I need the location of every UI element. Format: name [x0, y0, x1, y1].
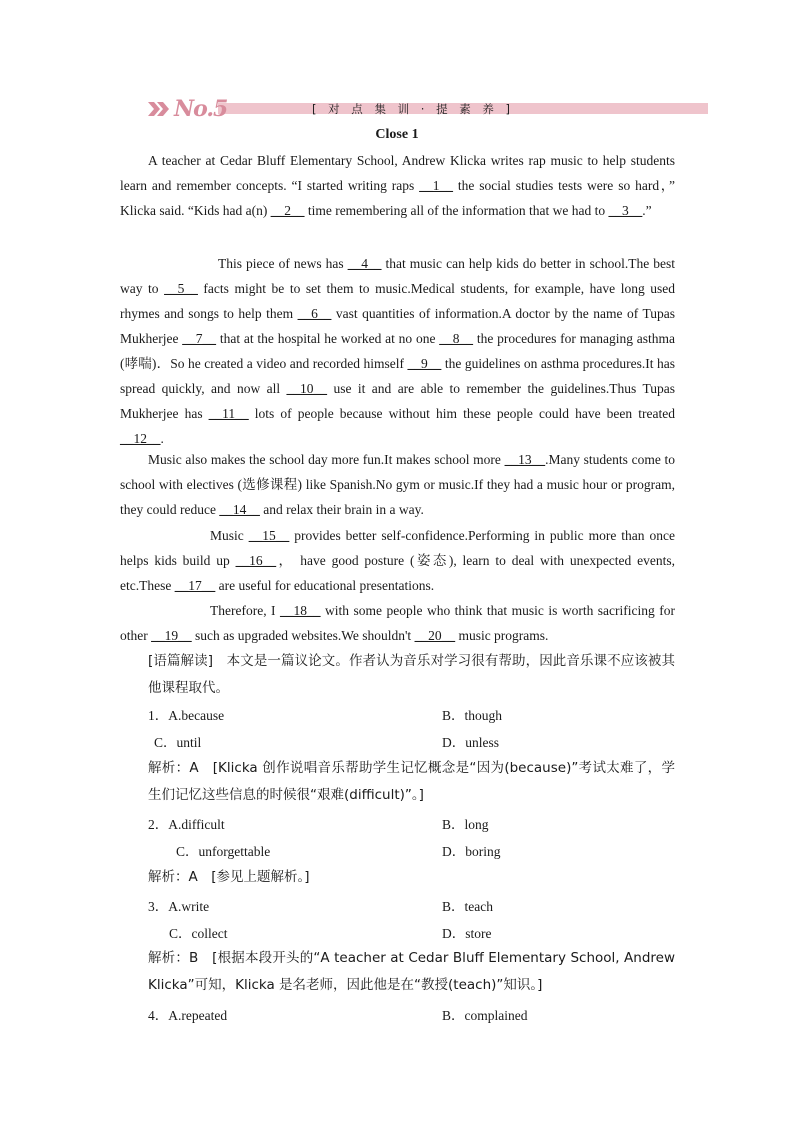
- blank-18: __18__: [280, 603, 321, 618]
- option-a: 3．A.write: [148, 899, 210, 914]
- blank-2: __2__: [270, 203, 305, 218]
- blank-8: __8__: [439, 331, 474, 346]
- option-c: C．unforgettable: [176, 844, 271, 859]
- question-3-row-1: [120, 895, 680, 915]
- double-chevron-icon: [148, 102, 170, 116]
- option-a: 1．A.because: [148, 708, 225, 723]
- blank-6: __6__: [297, 306, 332, 321]
- option-d: D．store: [442, 926, 492, 941]
- explanation-3: 解析：B [根据本段开头的“A teacher at Cedar Bluff Elementary School, Andrew Klicka”可知，Klicka 是名老师，因此他是在“教授(teach)”知识。]: [148, 950, 675, 993]
- passage-paragraph-1: A teacher at Cedar Bluff Elementary School, Andrew Klicka writes rap music to help students learn and remember concepts. “I started writing raps __1__ the social studies tests were so hard，” Klicka said. “Kids had a(n) __2__ time remembering all of the information that we had to __3__.”: [120, 153, 675, 218]
- blank-11: __11__: [208, 406, 249, 421]
- section-header: [148, 98, 708, 120]
- option-b: B．though: [442, 708, 503, 723]
- blank-17: __17__: [174, 578, 216, 593]
- blank-15: __15__: [248, 528, 290, 543]
- option-b: B．long: [442, 817, 489, 832]
- question-2-row-1: [120, 813, 680, 833]
- blank-13: __13__: [504, 452, 546, 467]
- question-4-row-1: [120, 1004, 680, 1024]
- option-a: 2．A.difficult: [148, 817, 225, 832]
- explanation-1: 解析：A [Klicka 创作说唱音乐帮助学生记忆概念是“因为(because)”考试太难了，学生们记忆这些信息的时候很“艰难(difficult)”。]: [148, 760, 675, 803]
- explanation-2: 解析：A [参见上题解析。]: [148, 869, 310, 885]
- reading-note: [语篇解读] 本文是一篇议论文。作者认为音乐对学习很有帮助，因此音乐课不应该被其他课程取代。: [148, 653, 675, 696]
- option-d: D．boring: [442, 844, 501, 859]
- passage-paragraph-2: This piece of news has __4__ that music can help kids do better in school.The best way to __5__ facts might be to set them to music.Medical students, for example, have long used rhymes and songs to help them __6__ vast quantities of information.A doctor by the name of Tupas Mukherjee __7__ that at the hospital he worked at no one __8__ the procedures for managing asthma (哮喘)．So he created a video and recorded himself __9__ the guidelines on asthma procedures.It has spread quickly, and now all __10__ use it and are able to remember the guidelines.Thus Tupas Mukherjee has __11__ lots of people because without him these people could have been treated __12__.: [120, 256, 675, 446]
- passage-title: Close 1: [375, 127, 419, 142]
- section-label: [ 对 点 集 训 · 提 素 养 ]: [312, 102, 515, 116]
- question-3-row-2: [120, 922, 680, 942]
- blank-9: __9__: [407, 356, 442, 371]
- option-b: B．complained: [442, 1008, 528, 1023]
- question-1-row-2: [120, 731, 680, 751]
- blank-7: __7__: [182, 331, 217, 346]
- passage-paragraph-3: Music also makes the school day more fun.It makes school more __13__.Many students come to school with electives (选修课程) like Spanish.No gym or music.If they had a music hour or program, they could reduce __14__ and relax their brain in a way.: [120, 452, 676, 517]
- blank-5: __5__: [164, 281, 198, 296]
- question-1-row-1: [120, 704, 680, 724]
- blank-19: __19__: [151, 628, 192, 643]
- option-c: C．collect: [169, 926, 228, 941]
- option-a: 4．A.repeated: [148, 1008, 228, 1023]
- blank-12: __12__: [120, 431, 161, 446]
- passage-paragraph-5: Therefore, I __18__ with some people who think that music is worth sacrificing for other __19__ such as upgraded websites.We shouldn't __20__ music programs.: [120, 603, 675, 643]
- option-b: B．teach: [442, 899, 493, 914]
- option-d: D．unless: [442, 735, 499, 750]
- section-number-badge: No.5: [174, 96, 228, 122]
- blank-1: __1__: [419, 178, 453, 193]
- blank-16: __16__: [235, 553, 277, 568]
- blank-4: __4__: [347, 256, 382, 271]
- blank-10: __10__: [286, 381, 328, 396]
- blank-3: __3__: [608, 203, 643, 218]
- passage-paragraph-4: Music __15__ provides better self-confidence.Performing in public more than once helps kids build up __16__， have good posture (姿态), learn to deal with unexpected events, etc.These __17__ are useful for educational presentations.: [120, 528, 676, 593]
- question-2-row-2: [120, 840, 680, 860]
- blank-14: __14__: [219, 502, 260, 517]
- blank-20: __20__: [414, 628, 456, 643]
- option-c: C．until: [154, 735, 202, 750]
